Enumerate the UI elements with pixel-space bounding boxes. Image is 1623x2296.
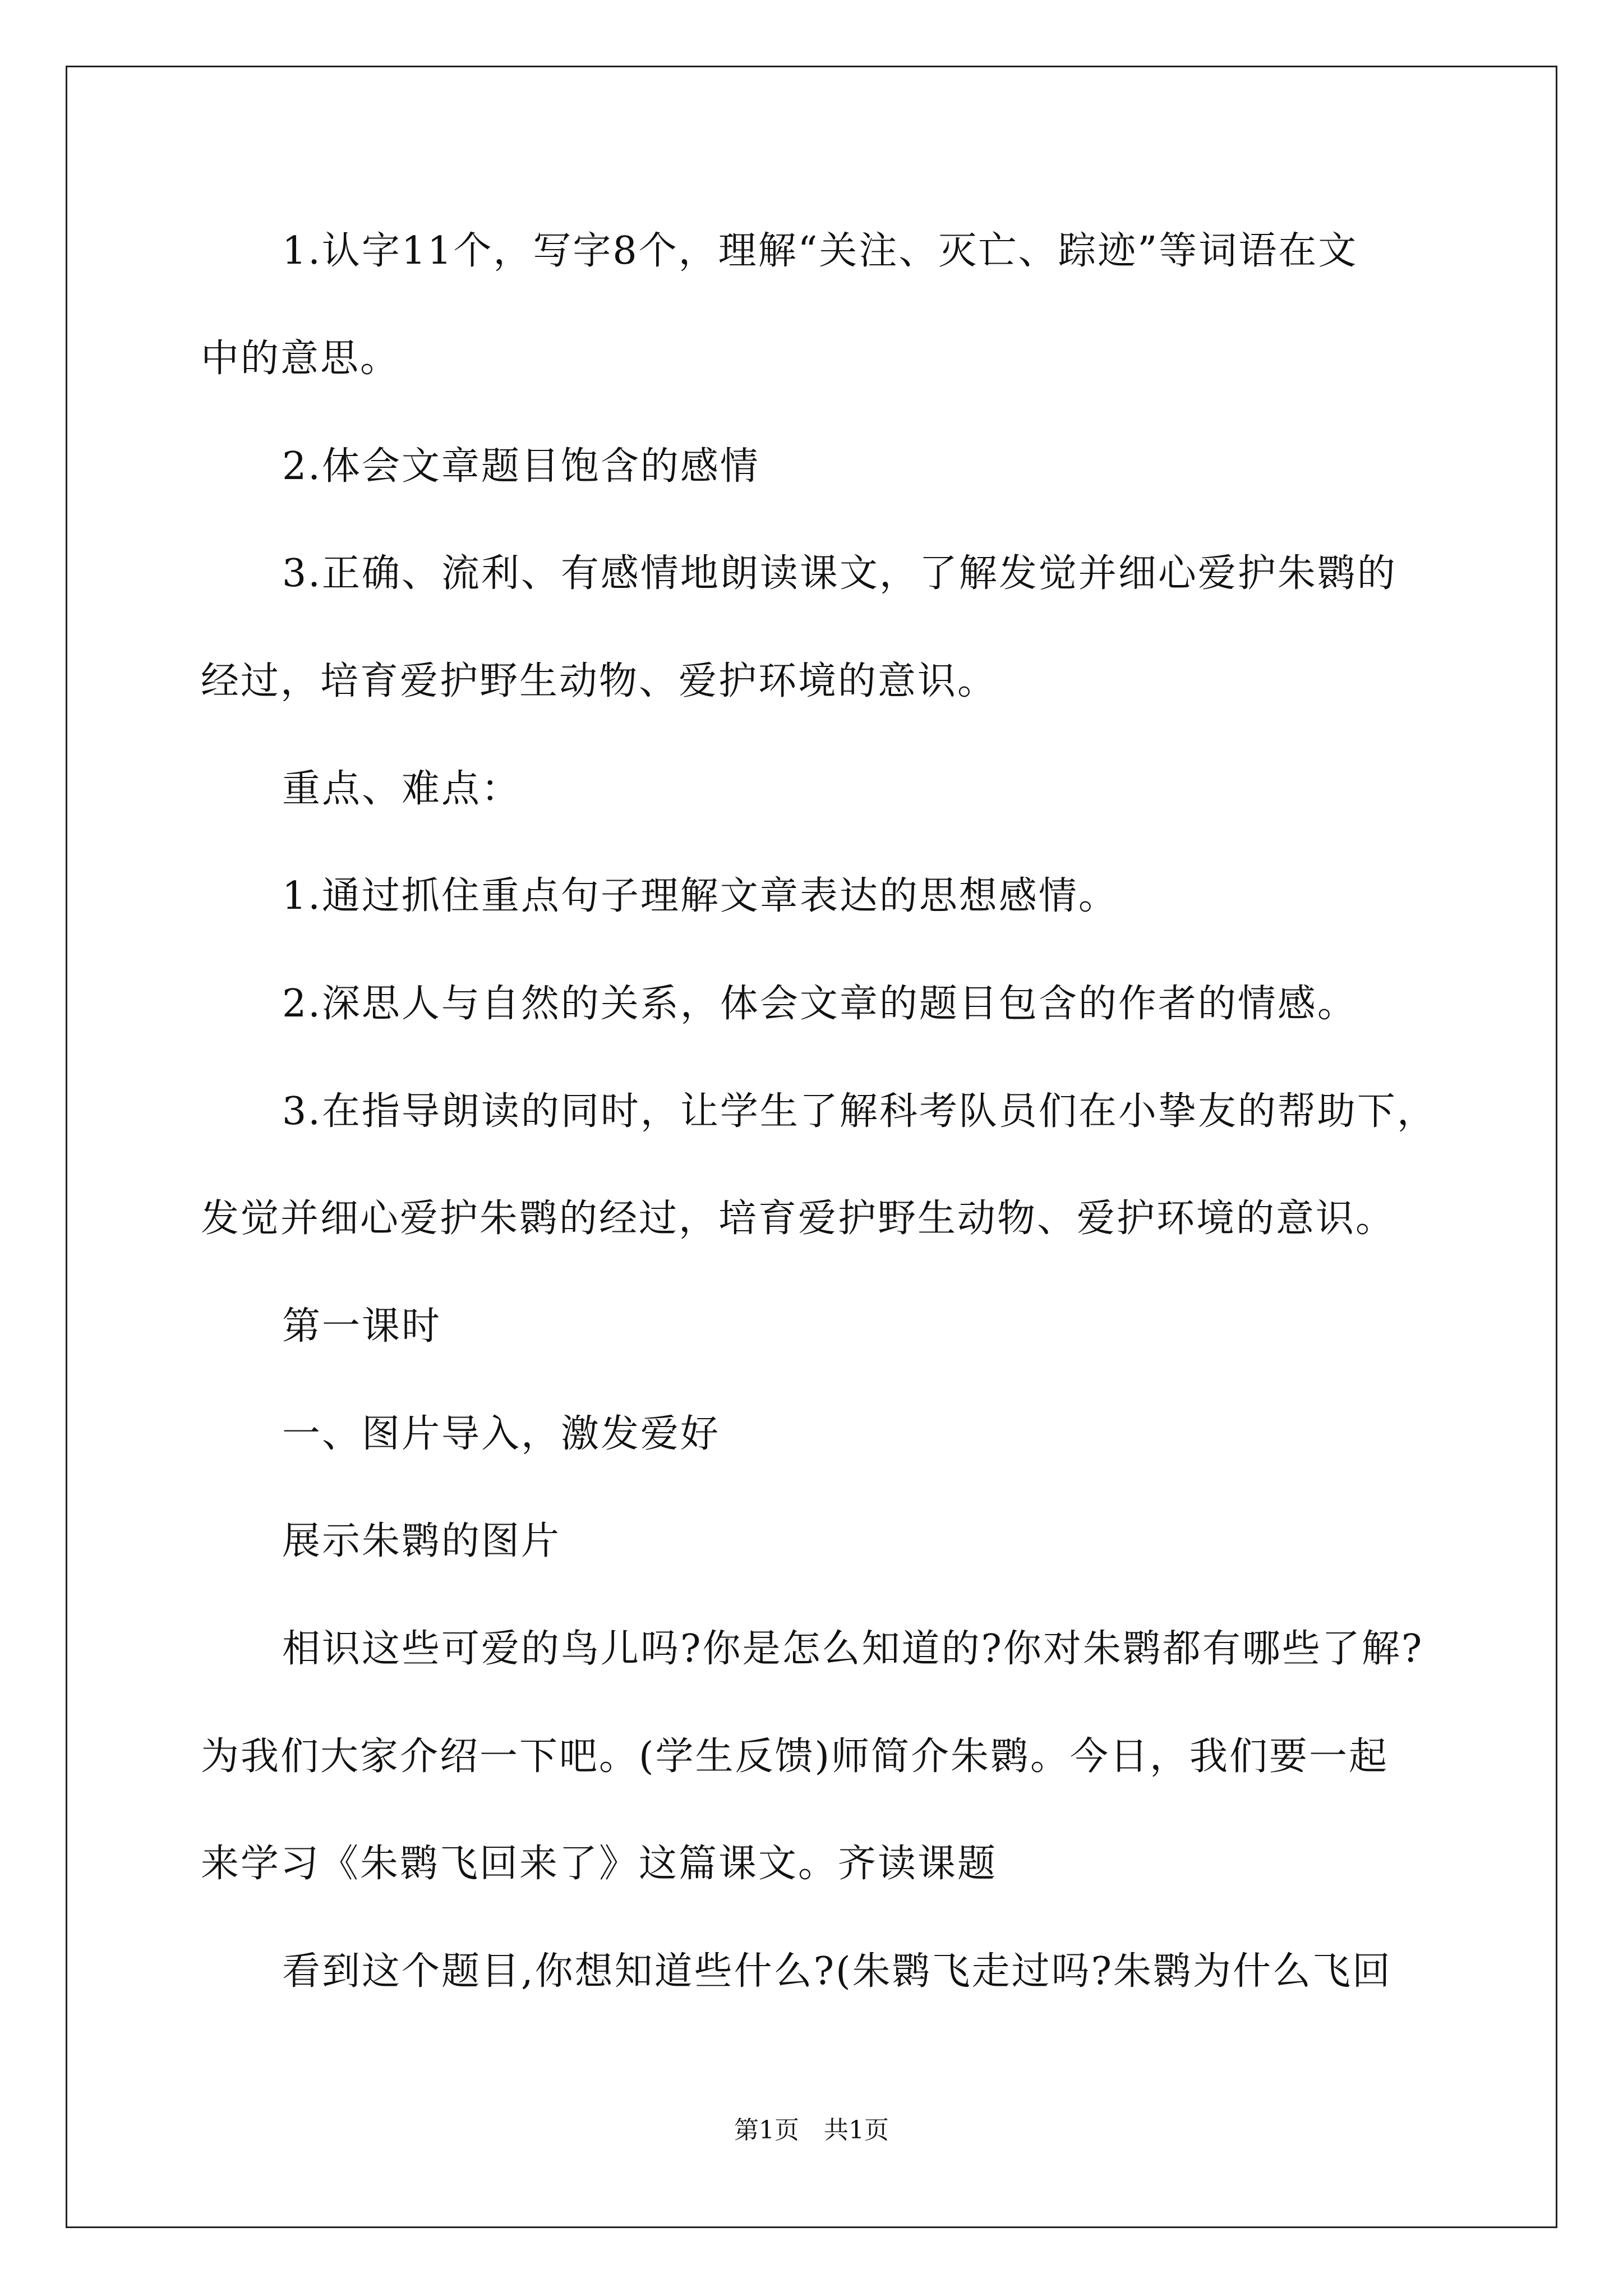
paragraph-line: 相识这些可爱的鸟儿吗?你是怎么知道的?你对朱鹮都有哪些了解? — [282, 1627, 1424, 1671]
paragraph-line: 3.在指导朗读的同时，让学生了解科考队员们在小挚友的帮助下， — [282, 1089, 1437, 1134]
section-heading: 第一课时 — [282, 1304, 442, 1349]
paragraph-line: 3.正确、流利、有感情地朗读课文，了解发觉并细心爱护朱鹮的 — [282, 551, 1397, 596]
page-border — [66, 66, 1557, 2228]
paragraph-line: 发觉并细心爱护朱鹮的经过，培育爱护野生动物、爱护环境的意识。 — [201, 1197, 1396, 1241]
paragraph-line: 为我们大家介绍一下吧。(学生反馈)师简介朱鹮。今日，我们要一起 — [201, 1734, 1389, 1779]
paragraph-line: 1.通过抓住重点句子理解文章表达的思想感情。 — [282, 874, 1118, 918]
paragraph-line: 中的意思。 — [201, 337, 400, 381]
paragraph-line: 2.深思人与自然的关系，体会文章的题目包含的作者的情感。 — [282, 982, 1357, 1026]
paragraph-line: 2.体会文章题目饱含的感情 — [282, 444, 760, 489]
paragraph-line: 1.认字11个，写字8个，理解“关注、灭亡、踪迹”等词语在文 — [282, 229, 1358, 273]
section-heading: 重点、难点： — [282, 767, 522, 811]
paragraph-line: 来学习《朱鹮飞回来了》这篇课文。齐读课题 — [201, 1842, 998, 1886]
paragraph-line: 看到这个题目,你想知道些什么?(朱鹮飞走过吗?朱鹮为什么飞回 — [282, 1949, 1393, 1994]
section-heading: 一、图片导入，激发爱好 — [282, 1412, 721, 1456]
page-number-footer: 第1页 共1页 — [734, 2116, 889, 2145]
paragraph-line: 展示朱鹮的图片 — [282, 1519, 561, 1563]
paragraph-line: 经过，培育爱护野生动物、爱护环境的意识。 — [201, 659, 998, 703]
